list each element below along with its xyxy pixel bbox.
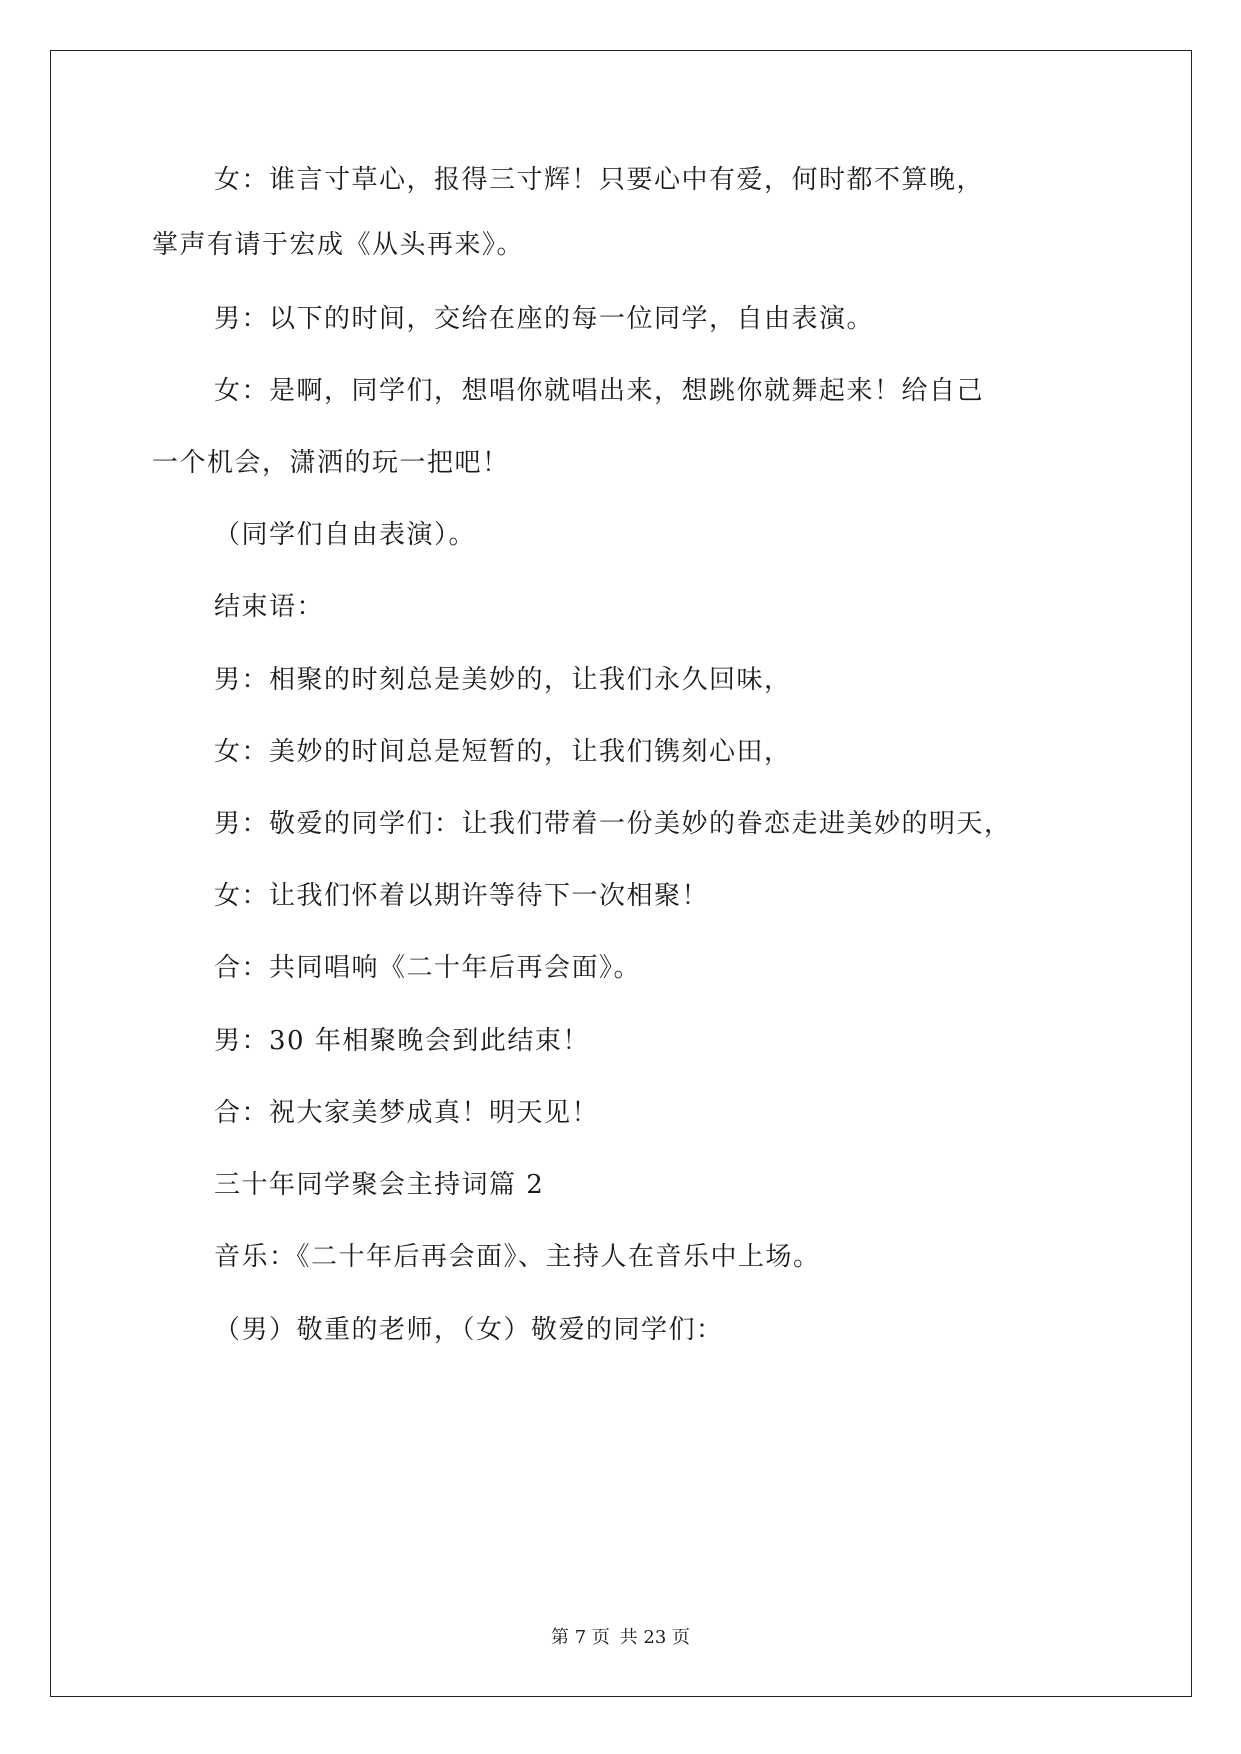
- paragraph-line: 男：相聚的时刻总是美妙的，让我们永久回味，: [214, 665, 792, 695]
- paragraph-line: 一个机会，潇洒的玩一把吧！: [152, 448, 510, 478]
- page-total: 共 23 页: [619, 1627, 690, 1648]
- paragraph-line: 男：以下的时间，交给在座的每一位同学，自由表演。: [214, 304, 875, 334]
- paragraph-line: 合：祝大家美梦成真！明天见！: [214, 1098, 600, 1128]
- paragraph-line: 女：是啊，同学们，想唱你就唱出来，想跳你就舞起来！给自己: [214, 376, 985, 406]
- paragraph-line: 女：美妙的时间总是短暂的，让我们镌刻心田，: [214, 737, 792, 767]
- paragraph-line: （同学们自由表演）。: [214, 520, 477, 550]
- page-border: [50, 50, 1192, 1697]
- paragraph-line: 音乐：《二十年后再会面》、主持人在音乐中上场。: [214, 1242, 821, 1272]
- paragraph-line: 掌声有请于宏成《从头再来》。: [152, 230, 525, 260]
- page-number: 第 7 页: [551, 1627, 610, 1648]
- paragraph-line: 合：共同唱响《二十年后再会面》。: [214, 953, 642, 983]
- paragraph-line: 结束语：: [214, 592, 325, 622]
- paragraph-line: 女：谁言寸草心，报得三寸辉！只要心中有爱，何时都不算晚，: [214, 165, 985, 195]
- paragraph-line: 男：敬爱的同学们：让我们带着一份美妙的眷恋走进美妙的明天，: [214, 809, 1012, 839]
- page-footer: [0, 1626, 1241, 1650]
- section-heading: 三十年同学聚会主持词篇 2: [214, 1170, 545, 1200]
- paragraph-line: 女：让我们怀着以期许等待下一次相聚！: [214, 881, 710, 911]
- paragraph-line: （男）敬重的老师，（女）敬爱的同学们：: [214, 1315, 724, 1345]
- paragraph-line: 男：30 年相聚晚会到此结束！: [214, 1026, 590, 1056]
